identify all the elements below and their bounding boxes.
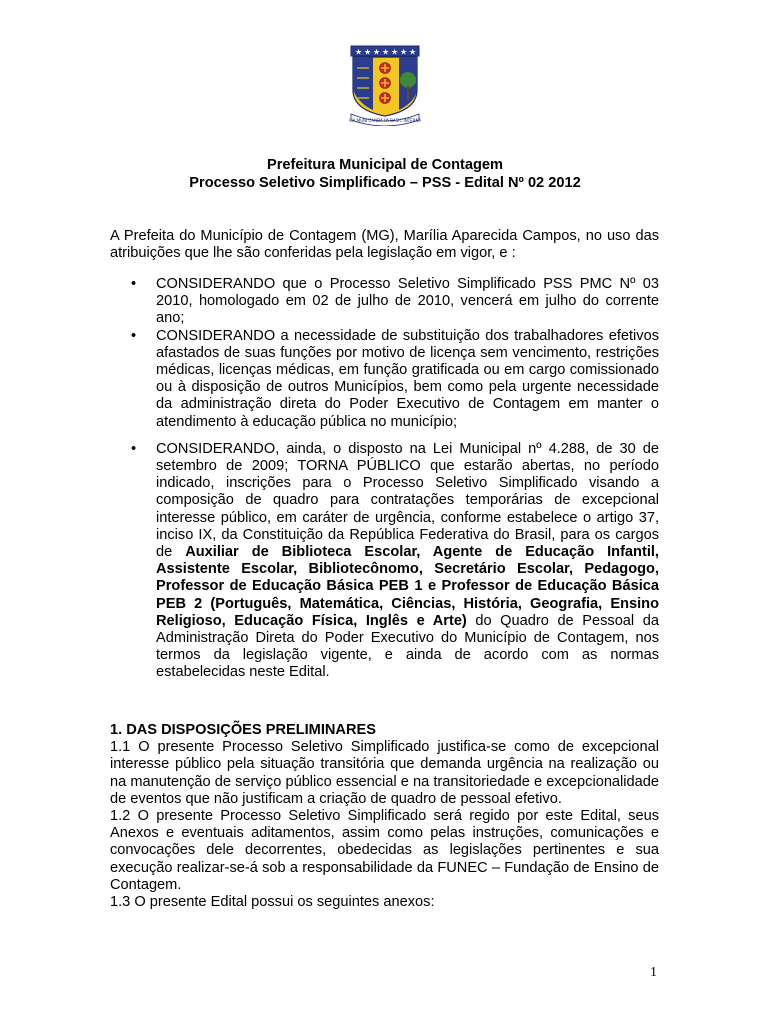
svg-text:★: ★: [355, 47, 363, 57]
page-number: 1: [650, 965, 657, 980]
bullet-icon: •: [131, 440, 137, 457]
coat-of-arms-icon: [349, 44, 421, 126]
header-title: Prefeitura Municipal de Contagem: [267, 157, 503, 173]
svg-text:★: ★: [409, 47, 417, 57]
svg-text:★: ★: [364, 47, 372, 57]
list-item-text: CONSIDERANDO que o Processo Seletivo Simplificado PSS PMC Nº 03 2010, homologado em 02 de julho de 2010, vencerá em julho do corrente ano;: [156, 276, 659, 327]
svg-text:★: ★: [382, 47, 390, 57]
list-item-text: CONSIDERANDO a necessidade de substituição dos trabalhadores efetivos afastados de suas funções por motivo de licença sem vencimento, restrições médicas, licenças médicas, em função gratificada ou em cargo comissionado ou à disposição de outros Municípios, bem como pela urgente necessidade da administração direta do Poder Executivo de Contagem em manter o atendimento à educação pública no município;: [156, 327, 659, 430]
list-item-text: CONSIDERANDO, ainda, o disposto na Lei Municipal nº 4.288, de 30 de setembro de 2009; TORNA PÚBLICO que estarão abertas, no período indicado, inscrições para o Processo Seletivo Simplificado visando a composição de quadro para contratações temporárias de excepcional interesse público, em caráter de urgência, conforme estabelece o artigo 37, inciso IX, da Constituição da República Federativa do Brasil, para os cargos de: [156, 440, 659, 561]
list-item-text: do Quadro de Pessoal da Administração Direta do Poder Executivo do Município de Contagem, nos termos da legislação vigente, e ainda de acordo com as normas estabelecidas neste Edital.: [156, 612, 659, 681]
bullet-icon: •: [131, 276, 137, 292]
list-item: [110, 276, 659, 328]
list-item: [110, 328, 659, 431]
svg-text:★: ★: [373, 47, 381, 57]
svg-text:★: ★: [391, 47, 399, 57]
document-header: [110, 157, 660, 192]
section-paragraph: 1.1 O presente Processo Seletivo Simplificado justifica-se como de excepcional interesse público pela situação transitória que demanda urgência na realização ou na manutenção de serviço público essencial e na transitoriedade e excepcionalidade de eventos que não justificam a criação de quadro de pessoal efetivo.: [110, 739, 659, 807]
crest-motto: VIA MUNI CANDA PA BASIC INTERNA: [349, 118, 421, 123]
intro-paragraph: A Prefeita do Município de Contagem (MG), Marília Aparecida Campos, no uso das atribuições que lhe são conferidas pela legislação em vigor, e :: [110, 228, 659, 262]
list-item-bold-text: Auxiliar de Biblioteca Escolar, Agente de Educação Infantil, Assistente Escolar, Bibliotecônomo, Secretário Escolar, Pedagogo, Professor de Educação Básica PEB 1 e Professor de Educação Básica PEB 2 (Português, Matemática, Ciências, História, Geografia, Ensino Religioso, Educação Física, Inglês e Arte): [156, 544, 659, 629]
considerations-list: [110, 276, 659, 682]
header-subtitle: Processo Seletivo Simplificado – PSS - Edital Nº 02 2012: [189, 174, 581, 191]
bullet-icon: •: [131, 327, 137, 344]
section-paragraph: 1.3 O presente Edital possui os seguintes anexos:: [110, 894, 435, 911]
section-preliminary: [110, 722, 659, 911]
section-paragraph: 1.2 O presente Processo Seletivo Simplificado será regido por este Edital, seus Anexos e eventuais aditamentos, assim como pelas instruções, comunicações e convocações dele decorrentes, obedecidas as legislações pertinentes e sua execução realizar-se-á sob a responsabilidade da FUNEC – Fundação de Ensino de Contagem.: [110, 808, 659, 893]
list-item: [110, 441, 659, 682]
svg-text:★: ★: [400, 47, 408, 57]
section-title: 1. DAS DISPOSIÇÕES PRELIMINARES: [110, 722, 376, 738]
